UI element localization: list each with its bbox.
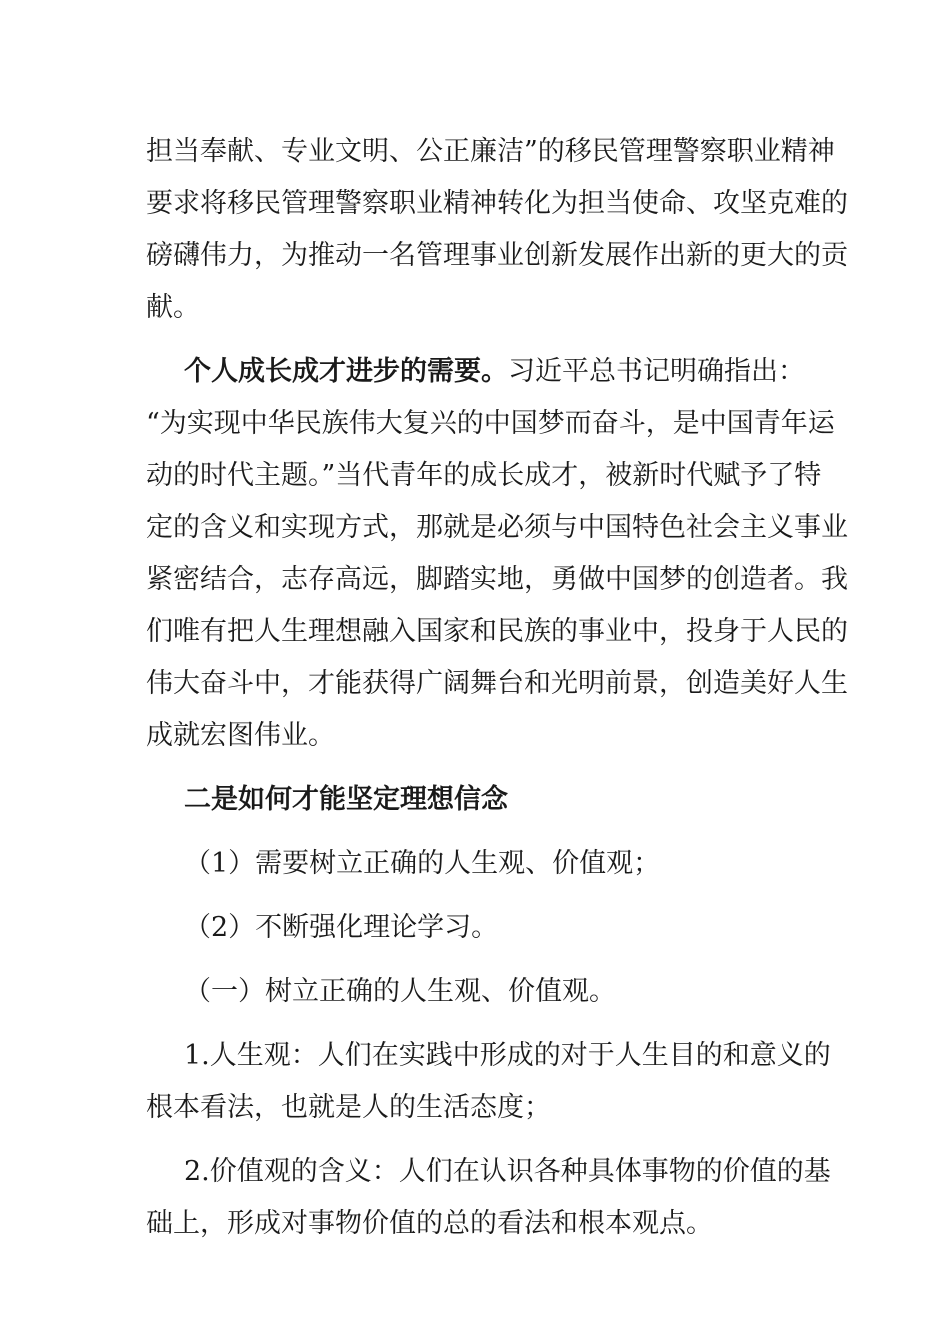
text-line: 1.人生观：人们在实践中形成的对于人生目的和意义的 — [184, 1040, 831, 1071]
text-line: 动的时代主题。”当代青年的成长成才，被新时代赋予了特 — [146, 460, 822, 491]
text-line: 础上，形成对事物价值的总的看法和根本观点。 — [146, 1208, 713, 1239]
paragraph-personal-growth — [146, 346, 848, 762]
section-heading: 二是如何才能坚定理想信念 — [184, 784, 508, 815]
text-line: 成就宏图伟业。 — [146, 720, 335, 751]
subsection-heading: （一）树立正确的人生观、价值观。 — [184, 976, 616, 1007]
definition-outlook-on-life — [146, 1030, 831, 1134]
text-line: 要求将移民管理警察职业精神转化为担当使命、攻坚克难的 — [146, 188, 848, 219]
list-item: （2）不断强化理论学习。 — [184, 912, 499, 943]
text-line: 们唯有把人生理想融入国家和民族的事业中，投身于人民的 — [146, 616, 848, 647]
paragraph-professional-spirit — [146, 126, 848, 334]
text-line: 2.价值观的含义：人们在认识各种具体事物的价值的基 — [184, 1156, 831, 1187]
paragraph-lead-bold: 个人成长成才进步的需要。 — [184, 356, 508, 387]
text-line: 献。 — [146, 292, 200, 323]
text-line: “为实现中华民族伟大复兴的中国梦而奋斗，是中国青年运 — [146, 408, 835, 439]
text-line: 担当奉献、专业文明、公正廉洁”的移民管理警察职业精神 — [146, 136, 835, 167]
text-line: 伟大奋斗中，才能获得广阔舞台和光明前景，创造美好人生 — [146, 668, 848, 699]
text-line: 紧密结合，志存高远，脚踏实地，勇做中国梦的创造者。我 — [146, 564, 848, 595]
text-line: 磅礴伟力，为推动一名管理事业创新发展作出新的更大的贡 — [146, 240, 848, 271]
document-page — [146, 126, 848, 1262]
text-line: 定的含义和实现方式，那就是必须与中国特色社会主义事业 — [146, 512, 848, 543]
text-line: 根本看法，也就是人的生活态度； — [146, 1092, 551, 1123]
text-line — [146, 346, 808, 398]
definition-values — [146, 1146, 831, 1250]
text-run: 习近平总书记明确指出： — [508, 356, 805, 387]
list-item: （1）需要树立正确的人生观、价值观； — [184, 848, 661, 879]
